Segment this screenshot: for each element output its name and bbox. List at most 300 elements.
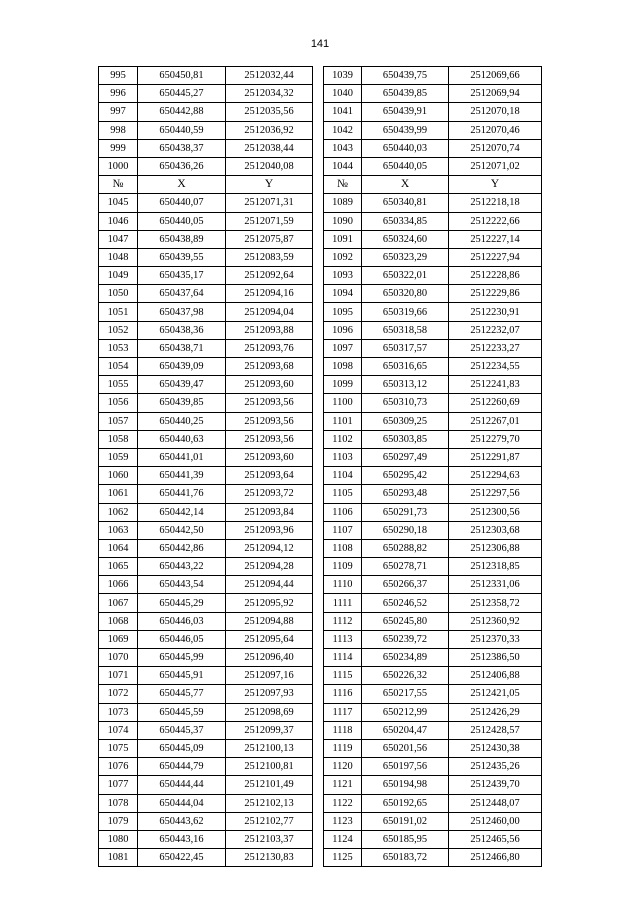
column-gap [313, 776, 324, 794]
column-gap [313, 248, 324, 266]
x-coordinate-cell: 650439,99 [362, 121, 449, 139]
y-coordinate-cell: 2512071,31 [226, 194, 313, 212]
x-coordinate-cell: 650445,29 [138, 594, 226, 612]
point-number-cell: 1000 [99, 157, 138, 175]
point-number-cell: 1049 [99, 267, 138, 285]
x-coordinate-cell: 650295,42 [362, 467, 449, 485]
x-coordinate-cell: 650438,71 [138, 339, 226, 357]
x-coordinate-cell: 650191,02 [362, 812, 449, 830]
x-coordinate-cell: 650212,99 [362, 703, 449, 721]
point-number-cell: 1039 [324, 67, 362, 85]
x-coordinate-cell: 650303,85 [362, 430, 449, 448]
x-coordinate-cell: 650442,86 [138, 539, 226, 557]
y-coordinate-cell: 2512070,74 [449, 139, 542, 157]
x-coordinate-cell: 650442,50 [138, 521, 226, 539]
column-gap [313, 594, 324, 612]
x-coordinate-cell: 650318,58 [362, 321, 449, 339]
point-number-cell: 1079 [99, 812, 138, 830]
y-coordinate-cell: 2512103,37 [226, 830, 313, 848]
point-number-cell: 1095 [324, 303, 362, 321]
y-coordinate-cell: 2512421,05 [449, 685, 542, 703]
table-row [99, 303, 542, 321]
x-coordinate-cell: 650436,26 [138, 157, 226, 175]
point-number-cell: 1116 [324, 685, 362, 703]
x-coordinate-cell: 650234,89 [362, 649, 449, 667]
point-number-cell: 1058 [99, 430, 138, 448]
point-number-cell: 1091 [324, 230, 362, 248]
table-row [99, 503, 542, 521]
x-coordinate-cell: 650239,72 [362, 630, 449, 648]
x-coordinate-cell: 650197,56 [362, 758, 449, 776]
x-coordinate-cell: 650440,05 [362, 157, 449, 175]
column-gap [313, 539, 324, 557]
column-gap [313, 630, 324, 648]
column-gap [313, 212, 324, 230]
y-coordinate-cell: 2512230,91 [449, 303, 542, 321]
y-coordinate-cell: 2512071,59 [226, 212, 313, 230]
point-number-cell: 1052 [99, 321, 138, 339]
column-gap [313, 412, 324, 430]
y-coordinate-cell: 2512038,44 [226, 139, 313, 157]
column-gap [313, 376, 324, 394]
x-coordinate-cell: 650445,59 [138, 703, 226, 721]
y-coordinate-cell: 2512093,76 [226, 339, 313, 357]
table-row [99, 649, 542, 667]
column-gap [313, 739, 324, 757]
y-coordinate-cell: 2512095,64 [226, 630, 313, 648]
point-number-cell: 1076 [99, 758, 138, 776]
y-coordinate-cell: 2512093,84 [226, 503, 313, 521]
x-coordinate-cell: 650443,16 [138, 830, 226, 848]
point-number-cell: 1093 [324, 267, 362, 285]
x-coordinate-cell: 650316,65 [362, 358, 449, 376]
column-gap [313, 667, 324, 685]
y-coordinate-cell: 2512093,56 [226, 394, 313, 412]
y-coordinate-cell: 2512071,02 [449, 157, 542, 175]
point-number-cell: 1041 [324, 103, 362, 121]
y-coordinate-cell: 2512093,72 [226, 485, 313, 503]
y-coordinate-cell: 2512093,56 [226, 412, 313, 430]
table-row [99, 103, 542, 121]
point-number-cell: 1064 [99, 539, 138, 557]
column-gap [313, 812, 324, 830]
table-row [99, 412, 542, 430]
x-coordinate-cell: 650309,25 [362, 412, 449, 430]
point-number-cell: 1108 [324, 539, 362, 557]
y-coordinate-cell: 2512034,32 [226, 85, 313, 103]
x-coordinate-cell: 650445,91 [138, 667, 226, 685]
x-coordinate-cell: 650185,95 [362, 830, 449, 848]
point-number-cell: 1089 [324, 194, 362, 212]
x-coordinate-cell: 650192,65 [362, 794, 449, 812]
table-row [99, 830, 542, 848]
y-coordinate-cell: 2512032,44 [226, 67, 313, 85]
y-coordinate-cell: 2512101,49 [226, 776, 313, 794]
x-coordinate-cell: 650441,39 [138, 467, 226, 485]
x-coordinate-cell: 650340,81 [362, 194, 449, 212]
x-coordinate-cell: 650437,98 [138, 303, 226, 321]
point-number-cell: 1110 [324, 576, 362, 594]
point-number-cell: 1096 [324, 321, 362, 339]
y-coordinate-cell: 2512233,27 [449, 339, 542, 357]
header-x: X [138, 176, 226, 194]
point-number-cell: 1060 [99, 467, 138, 485]
point-number-cell: 1062 [99, 503, 138, 521]
y-coordinate-cell: 2512306,88 [449, 539, 542, 557]
x-coordinate-cell: 650439,47 [138, 376, 226, 394]
y-coordinate-cell: 2512218,18 [449, 194, 542, 212]
x-coordinate-cell: 650435,17 [138, 267, 226, 285]
point-number-cell: 1099 [324, 376, 362, 394]
x-coordinate-cell: 650439,85 [362, 85, 449, 103]
table-row [99, 721, 542, 739]
header-number: № [324, 176, 362, 194]
y-coordinate-cell: 2512318,85 [449, 558, 542, 576]
x-coordinate-cell: 650201,56 [362, 739, 449, 757]
y-coordinate-cell: 2512069,94 [449, 85, 542, 103]
x-coordinate-cell: 650439,85 [138, 394, 226, 412]
column-gap [313, 521, 324, 539]
x-coordinate-cell: 650442,88 [138, 103, 226, 121]
header-x: X [362, 176, 449, 194]
column-gap [313, 558, 324, 576]
table-row [99, 121, 542, 139]
x-coordinate-cell: 650445,99 [138, 649, 226, 667]
table-row [99, 776, 542, 794]
x-coordinate-cell: 650183,72 [362, 849, 449, 867]
point-number-cell: 1071 [99, 667, 138, 685]
point-number-cell: 1097 [324, 339, 362, 357]
y-coordinate-cell: 2512102,77 [226, 812, 313, 830]
point-number-cell: 1077 [99, 776, 138, 794]
y-coordinate-cell: 2512360,92 [449, 612, 542, 630]
y-coordinate-cell: 2512097,16 [226, 667, 313, 685]
x-coordinate-cell: 650445,37 [138, 721, 226, 739]
y-coordinate-cell: 2512094,44 [226, 576, 313, 594]
table-row [99, 321, 542, 339]
point-number-cell: 1103 [324, 448, 362, 466]
point-number-cell: 1069 [99, 630, 138, 648]
x-coordinate-cell: 650291,73 [362, 503, 449, 521]
y-coordinate-cell: 2512100,81 [226, 758, 313, 776]
page-number: 141 [310, 38, 330, 50]
y-coordinate-cell: 2512227,94 [449, 248, 542, 266]
column-gap [313, 612, 324, 630]
y-coordinate-cell: 2512094,16 [226, 285, 313, 303]
y-coordinate-cell: 2512331,06 [449, 576, 542, 594]
y-coordinate-cell: 2512102,13 [226, 794, 313, 812]
table-row [99, 849, 542, 867]
x-coordinate-cell: 650439,75 [362, 67, 449, 85]
point-number-cell: 1056 [99, 394, 138, 412]
point-number-cell: 1080 [99, 830, 138, 848]
x-coordinate-cell: 650441,01 [138, 448, 226, 466]
point-number-cell: 1100 [324, 394, 362, 412]
table-row [99, 739, 542, 757]
y-coordinate-cell: 2512130,83 [226, 849, 313, 867]
coordinates-table [98, 66, 542, 867]
point-number-cell: 1124 [324, 830, 362, 848]
y-coordinate-cell: 2512279,70 [449, 430, 542, 448]
x-coordinate-cell: 650290,18 [362, 521, 449, 539]
x-coordinate-cell: 650444,44 [138, 776, 226, 794]
y-coordinate-cell: 2512228,86 [449, 267, 542, 285]
table-row [99, 794, 542, 812]
point-number-cell: 1050 [99, 285, 138, 303]
x-coordinate-cell: 650278,71 [362, 558, 449, 576]
table-row [99, 339, 542, 357]
column-gap [313, 485, 324, 503]
y-coordinate-cell: 2512435,26 [449, 758, 542, 776]
column-gap [313, 448, 324, 466]
point-number-cell: 1117 [324, 703, 362, 721]
point-number-cell: 1125 [324, 849, 362, 867]
x-coordinate-cell: 650439,55 [138, 248, 226, 266]
y-coordinate-cell: 2512092,64 [226, 267, 313, 285]
y-coordinate-cell: 2512093,60 [226, 448, 313, 466]
y-coordinate-cell: 2512466,80 [449, 849, 542, 867]
table-row [99, 521, 542, 539]
column-gap [313, 267, 324, 285]
point-number-cell: 1072 [99, 685, 138, 703]
x-coordinate-cell: 650440,07 [138, 194, 226, 212]
table-row [99, 267, 542, 285]
x-coordinate-cell: 650445,77 [138, 685, 226, 703]
y-coordinate-cell: 2512100,13 [226, 739, 313, 757]
y-coordinate-cell: 2512267,01 [449, 412, 542, 430]
table-row [99, 285, 542, 303]
table-row [99, 358, 542, 376]
point-number-cell: 1119 [324, 739, 362, 757]
table-row [99, 539, 542, 557]
point-number-cell: 1040 [324, 85, 362, 103]
x-coordinate-cell: 650438,36 [138, 321, 226, 339]
column-gap [313, 703, 324, 721]
column-gap [313, 467, 324, 485]
y-coordinate-cell: 2512222,66 [449, 212, 542, 230]
point-number-cell: 1061 [99, 485, 138, 503]
column-gap [313, 794, 324, 812]
table-row [99, 594, 542, 612]
x-coordinate-cell: 650293,48 [362, 485, 449, 503]
x-coordinate-cell: 650334,85 [362, 212, 449, 230]
y-coordinate-cell: 2512297,56 [449, 485, 542, 503]
y-coordinate-cell: 2512093,68 [226, 358, 313, 376]
x-coordinate-cell: 650444,04 [138, 794, 226, 812]
y-coordinate-cell: 2512097,93 [226, 685, 313, 703]
y-coordinate-cell: 2512303,68 [449, 521, 542, 539]
point-number-cell: 1067 [99, 594, 138, 612]
point-number-cell: 1075 [99, 739, 138, 757]
x-coordinate-cell: 650204,47 [362, 721, 449, 739]
y-coordinate-cell: 2512075,87 [226, 230, 313, 248]
point-number-cell: 1043 [324, 139, 362, 157]
column-gap [313, 230, 324, 248]
table-row [99, 85, 542, 103]
point-number-cell: 1066 [99, 576, 138, 594]
x-coordinate-cell: 650266,37 [362, 576, 449, 594]
x-coordinate-cell: 650297,49 [362, 448, 449, 466]
point-number-cell: 1051 [99, 303, 138, 321]
y-coordinate-cell: 2512448,07 [449, 794, 542, 812]
column-gap [313, 139, 324, 157]
point-number-cell: 1042 [324, 121, 362, 139]
table-row [99, 812, 542, 830]
y-coordinate-cell: 2512358,72 [449, 594, 542, 612]
point-number-cell: 1044 [324, 157, 362, 175]
point-number-cell: 1048 [99, 248, 138, 266]
column-gap [313, 103, 324, 121]
table-row [99, 194, 542, 212]
y-coordinate-cell: 2512094,88 [226, 612, 313, 630]
x-coordinate-cell: 650245,80 [362, 612, 449, 630]
column-gap [313, 176, 324, 194]
y-coordinate-cell: 2512095,92 [226, 594, 313, 612]
table-row [99, 685, 542, 703]
x-coordinate-cell: 650450,81 [138, 67, 226, 85]
y-coordinate-cell: 2512291,87 [449, 448, 542, 466]
point-number-cell: 999 [99, 139, 138, 157]
x-coordinate-cell: 650288,82 [362, 539, 449, 557]
point-number-cell: 1059 [99, 448, 138, 466]
x-coordinate-cell: 650440,25 [138, 412, 226, 430]
point-number-cell: 1115 [324, 667, 362, 685]
point-number-cell: 1109 [324, 558, 362, 576]
x-coordinate-cell: 650440,03 [362, 139, 449, 157]
table-row [99, 667, 542, 685]
table-row [99, 157, 542, 175]
point-number-cell: 1045 [99, 194, 138, 212]
y-coordinate-cell: 2512094,12 [226, 539, 313, 557]
y-coordinate-cell: 2512406,88 [449, 667, 542, 685]
x-coordinate-cell: 650443,62 [138, 812, 226, 830]
y-coordinate-cell: 2512370,33 [449, 630, 542, 648]
y-coordinate-cell: 2512460,00 [449, 812, 542, 830]
point-number-cell: 1070 [99, 649, 138, 667]
x-coordinate-cell: 650439,91 [362, 103, 449, 121]
column-gap [313, 157, 324, 175]
y-coordinate-cell: 2512241,83 [449, 376, 542, 394]
point-number-cell: 1114 [324, 649, 362, 667]
table-row [99, 612, 542, 630]
table-row [99, 448, 542, 466]
x-coordinate-cell: 650441,76 [138, 485, 226, 503]
y-coordinate-cell: 2512439,70 [449, 776, 542, 794]
point-number-cell: 1112 [324, 612, 362, 630]
y-coordinate-cell: 2512227,14 [449, 230, 542, 248]
x-coordinate-cell: 650438,89 [138, 230, 226, 248]
header-number: № [99, 176, 138, 194]
column-gap [313, 849, 324, 867]
column-gap [313, 576, 324, 594]
y-coordinate-cell: 2512093,60 [226, 376, 313, 394]
x-coordinate-cell: 650226,32 [362, 667, 449, 685]
point-number-cell: 1090 [324, 212, 362, 230]
point-number-cell: 1053 [99, 339, 138, 357]
y-coordinate-cell: 2512300,56 [449, 503, 542, 521]
point-number-cell: 1094 [324, 285, 362, 303]
y-coordinate-cell: 2512070,18 [449, 103, 542, 121]
table-row [99, 485, 542, 503]
point-number-cell: 1057 [99, 412, 138, 430]
point-number-cell: 1122 [324, 794, 362, 812]
column-gap [313, 121, 324, 139]
point-number-cell: 1107 [324, 521, 362, 539]
y-coordinate-cell: 2512035,56 [226, 103, 313, 121]
point-number-cell: 1105 [324, 485, 362, 503]
header-y: Y [449, 176, 542, 194]
y-coordinate-cell: 2512260,69 [449, 394, 542, 412]
x-coordinate-cell: 650323,29 [362, 248, 449, 266]
column-gap [313, 685, 324, 703]
y-coordinate-cell: 2512229,86 [449, 285, 542, 303]
table-row [99, 630, 542, 648]
y-coordinate-cell: 2512094,04 [226, 303, 313, 321]
point-number-cell: 1081 [99, 849, 138, 867]
point-number-cell: 1055 [99, 376, 138, 394]
column-gap [313, 339, 324, 357]
table-row [99, 67, 542, 85]
table-row [99, 576, 542, 594]
x-coordinate-cell: 650422,45 [138, 849, 226, 867]
header-y: Y [226, 176, 313, 194]
x-coordinate-cell: 650445,27 [138, 85, 226, 103]
column-gap [313, 67, 324, 85]
y-coordinate-cell: 2512093,64 [226, 467, 313, 485]
table-row [99, 467, 542, 485]
point-number-cell: 1101 [324, 412, 362, 430]
point-number-cell: 997 [99, 103, 138, 121]
point-number-cell: 1078 [99, 794, 138, 812]
y-coordinate-cell: 2512232,07 [449, 321, 542, 339]
point-number-cell: 1104 [324, 467, 362, 485]
table-row [99, 558, 542, 576]
table-row [99, 248, 542, 266]
x-coordinate-cell: 650439,09 [138, 358, 226, 376]
column-gap [313, 758, 324, 776]
y-coordinate-cell: 2512234,55 [449, 358, 542, 376]
column-gap [313, 285, 324, 303]
y-coordinate-cell: 2512093,96 [226, 521, 313, 539]
point-number-cell: 996 [99, 85, 138, 103]
y-coordinate-cell: 2512070,46 [449, 121, 542, 139]
x-coordinate-cell: 650443,54 [138, 576, 226, 594]
table-row [99, 230, 542, 248]
x-coordinate-cell: 650317,57 [362, 339, 449, 357]
table-row [99, 703, 542, 721]
point-number-cell: 1120 [324, 758, 362, 776]
x-coordinate-cell: 650446,03 [138, 612, 226, 630]
point-number-cell: 1111 [324, 594, 362, 612]
point-number-cell: 1046 [99, 212, 138, 230]
x-coordinate-cell: 650445,09 [138, 739, 226, 757]
y-coordinate-cell: 2512099,37 [226, 721, 313, 739]
column-gap [313, 721, 324, 739]
column-gap [313, 503, 324, 521]
x-coordinate-cell: 650444,79 [138, 758, 226, 776]
point-number-cell: 1054 [99, 358, 138, 376]
y-coordinate-cell: 2512465,56 [449, 830, 542, 848]
x-coordinate-cell: 650194,98 [362, 776, 449, 794]
column-gap [313, 358, 324, 376]
x-coordinate-cell: 650320,80 [362, 285, 449, 303]
x-coordinate-cell: 650446,05 [138, 630, 226, 648]
x-coordinate-cell: 650440,05 [138, 212, 226, 230]
x-coordinate-cell: 650442,14 [138, 503, 226, 521]
y-coordinate-cell: 2512083,59 [226, 248, 313, 266]
point-number-cell: 1106 [324, 503, 362, 521]
point-number-cell: 1113 [324, 630, 362, 648]
